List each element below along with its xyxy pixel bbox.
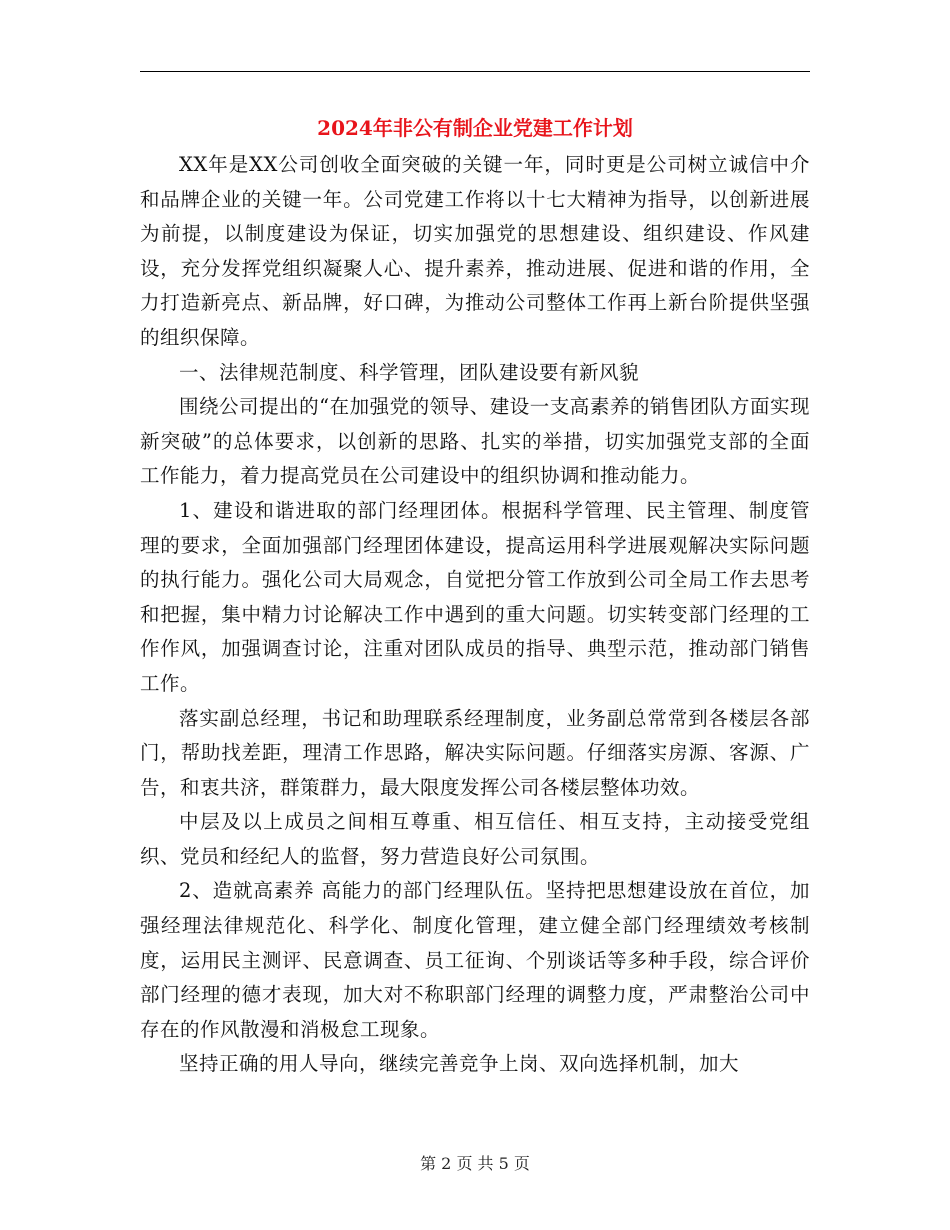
- paragraph-liaison-system: 落实副总经理，书记和助理联系经理制度，业务副总常常到各楼层各部门，帮助找差距，理清工作思路，解决实际问题。仔细落实房源、客源、广告，和衷共济，群策群力，最大限度发挥公司各楼层整体功效。: [140, 706, 810, 799]
- document-body: [140, 148, 810, 1082]
- paragraph-intro: XX年是XX公司创收全面突破的关键一年，同时更是公司树立诚信中介和品牌企业的关键一年。公司党建工作将以十七大精神为指导，以创新进展为前提，以制度建设为保证，切实加强党的思想建设、组织建设、作风建设，充分发挥党组织凝聚人心、提升素养，推动进展、促进和谐的作用，全力打造新亮点、新品牌，好口碑，为推动公司整体工作再上新台阶提供坚强的组织保障。: [140, 153, 810, 349]
- paragraph-mutual-respect: 中层及以上成员之间相互尊重、相互信任、相互支持，主动接受党组织、党员和经纪人的监督，努力营造良好公司氛围。: [140, 810, 810, 868]
- paragraph-employment-guidance: 坚持正确的用人导向，继续完善竞争上岗、双向选择机制，加大: [179, 1052, 740, 1076]
- paragraph-section-1-intro: 围绕公司提出的“在加强党的领导、建设一支高素养的销售团队方面实现新突破”的总体要求，以创新的思路、扎实的举措，切实加强党支部的全面工作能力，着力提高党员在公司建设中的组织协调和推动能力。: [140, 395, 810, 488]
- paragraph-item-1: 1、建设和谐进取的部门经理团体。根据科学管理、民主管理、制度管理的要求，全面加强部门经理团体建设，提高运用科学进展观解决实际问题的执行能力。强化公司大局观念，自觉把分管工作放到公司全局工作去思考和把握，集中精力讨论解决工作中遇到的重大问题。切实转变部门经理的工作作风，加强调查讨论，注重对团队成员的指导、典型示范，推动部门销售工作。: [140, 498, 810, 695]
- document-title: 2024年非公有制企业党建工作计划: [317, 116, 633, 140]
- paragraph-item-2: 2、造就高素养 高能力的部门经理队伍。坚持把思想建设放在首位，加强经理法律规范化、科学化、制度化管理，建立健全部门经理绩效考核制度，运用民主测评、民意调查、员工征询、个别谈话等多种手段，综合评价部门经理的德才表现，加大对不称职部门经理的调整力度，严肃整治公司中存在的作风散漫和消极怠工现象。: [140, 879, 810, 1041]
- section-heading-1: 一、法律规范制度、科学管理，团队建设要有新风貌: [179, 360, 640, 384]
- page-indicator: 第 2 页 共 5 页: [420, 1154, 530, 1173]
- header-rule: [140, 71, 810, 72]
